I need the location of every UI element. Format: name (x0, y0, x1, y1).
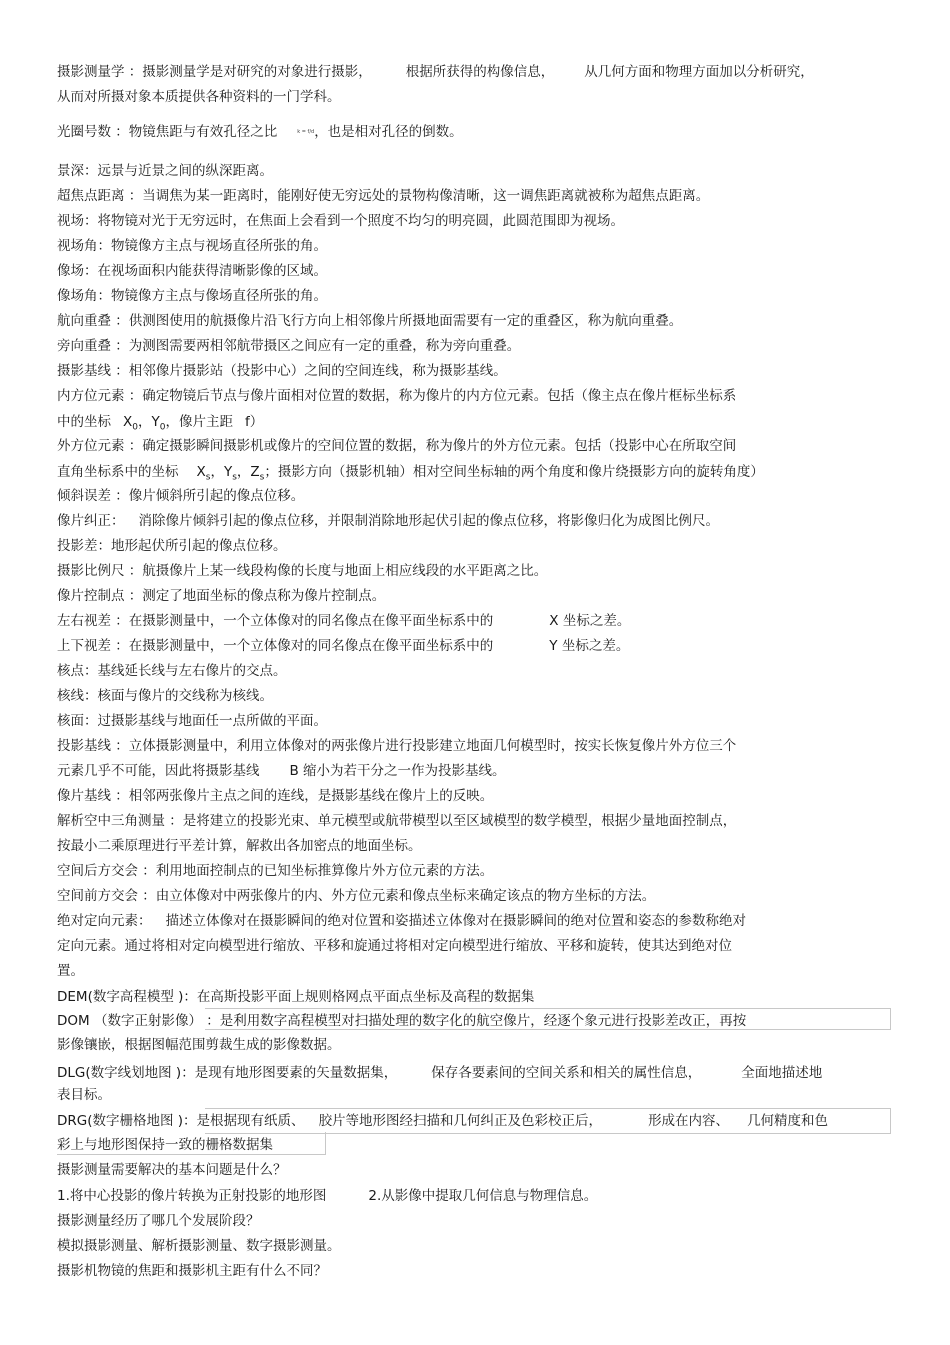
text-line: 中的坐标 $X_0$，$Y_0$，像片主距 f） (57, 414, 264, 433)
text-line: 超焦点距离 ：当调焦为某一距离时，能刚好使无穷远处的景物构像清晰，这一调焦距离就被称为超焦点距离。 (57, 188, 710, 204)
text-line: 核点：基线延长线与左右像片的交点。 (57, 663, 287, 679)
text-line: 彩上与地形图保持一致的栅格数据集 (57, 1137, 273, 1153)
text-line: 绝对定向元素： 描述立体像对在摄影瞬间的绝对位置和姿描述立体像对在摄影瞬间的绝对位置和姿态的参数称绝对 (57, 913, 746, 929)
text-line: 模拟摄影测量、解析摄影测量、数字摄影测量。 (57, 1238, 341, 1254)
text-line: 核面：过摄影基线与地面任一点所做的平面。 (57, 713, 327, 729)
text-line: 摄影机物镜的焦距和摄影机主距有什么不同？ (57, 1263, 327, 1279)
text-line: 摄影测量经历了哪几个发展阶段？ (57, 1213, 260, 1229)
aperture-formula: k = f/d (297, 129, 315, 135)
text-line: 像场：在视场面积内能获得清晰影像的区域。 (57, 263, 327, 279)
text-line: 左右视差 ：在摄影测量中，一个立体像对的同名像点在像平面坐标系中的 X 坐标之差。 (57, 613, 631, 629)
text-line: 定向元素。通过将相对定向模型进行缩放、平移和旋通过将相对定向模型进行缩放、平移和旋转，使其达到绝对位 (57, 938, 732, 954)
text-line: 空间前方交会 ：由立体像对中两张像片的内、外方位元素和像点坐标来确定该点的物方坐标的方法。 (57, 888, 656, 904)
text-line: 像场角：物镜像方主点与像场直径所张的角。 (57, 288, 327, 304)
text-line: 倾斜误差 ：像片倾斜所引起的像点位移。 (57, 488, 305, 504)
text-line: 从而对所摄对象本质提供各种资料的一门学科。 (57, 89, 341, 105)
text-line: 解析空中三角测量 ：是将建立的投影光束、单元模型或航带模型以至区域模型的数学模型，根据少量地面控制点， (57, 813, 737, 829)
text-line: 核线：核面与像片的交线称为核线。 (57, 688, 273, 704)
text-line: 直角坐标系中的坐标 $X_s$，$Y_s$，$Z_s$；摄影方向（摄影机轴）相对空间坐标轴的两个角度和像片绕摄影方向的旋转角度） (57, 464, 764, 483)
text-line: 摄影基线 ：相邻像片摄影站（投影中心）之间的空间连线，称为摄影基线。 (57, 363, 507, 379)
text-line: 元素几乎不可能，因此将摄影基线 B 缩小为若干分之一作为投影基线。 (57, 763, 506, 779)
text-line: 像片基线 ：相邻两张像片主点之间的连线，是摄影基线在像片上的反映。 (57, 788, 494, 804)
text-line: 旁向重叠 ：为测图需要两相邻航带摄区之间应有一定的重叠，称为旁向重叠。 (57, 338, 521, 354)
text-line: DLG(数字线划地图 )：是现有地形图要素的矢量数据集， 保存各要素间的空间关系和相关的属性信息， 全面地描述地 (57, 1065, 823, 1081)
text-line: 按最小二乘原理进行平差计算，解救出各加密点的地面坐标。 (57, 838, 422, 854)
text-line: 航向重叠 ：供测图使用的航摄像片沿飞行方向上相邻像片所摄地面需要有一定的重叠区，称为航向重叠。 (57, 313, 683, 329)
text-line: 投影差：地形起伏所引起的像点位移。 (57, 538, 287, 554)
text-line: 置。 (57, 963, 84, 979)
text-line: DOM （数字正射影像） ：是利用数字高程模型对扫描处理的数字化的航空像片，经逐个象元进行投影差改正，再按 (57, 1013, 747, 1029)
text-line: 外方位元素 ：确定摄影瞬间摄影机或像片的空间位置的数据，称为像片的外方位元素。包括（投影中心在所取空间 (57, 438, 737, 454)
text-line: DRG(数字栅格地图 )：是根据现有纸质、 胶片等地形图经扫描和几何纠正及色彩校正后， 形成在内容、 几何精度和色 (57, 1113, 829, 1129)
text-line: 摄影测量学 ：摄影测量学是对研究的对象进行摄影， 根据所获得的构像信息， 从几何方面和物理方面加以分析研究， (57, 64, 814, 80)
text-line: 摄影测量需要解决的基本问题是什么？ (57, 1162, 287, 1178)
text-line: 空间后方交会 ：利用地面控制点的已知坐标推算像片外方位元素的方法。 (57, 863, 494, 879)
text-line: 像片纠正： 消除像片倾斜引起的像点位移，并限制消除地形起伏引起的像点位移，将影像归化为成图比例尺。 (57, 513, 719, 529)
text-line: 视场：将物镜对光于无穷远时，在焦面上会看到一个照度不均匀的明亮圆，此圆范围即为视场。 (57, 213, 624, 229)
text-line: 影像镶嵌，根据图幅范围剪裁生成的影像数据。 (57, 1037, 341, 1053)
text-line: 摄影比例尺 ：航摄像片上某一线段构像的长度与地面上相应线段的水平距离之比。 (57, 563, 548, 579)
text-line: 光圈号数 ：物镜焦距与有效孔径之比 k = f/d，也是相对孔径的倒数。 (57, 124, 463, 140)
text-line: 景深：远景与近景之间的纵深距离。 (57, 163, 273, 179)
text-line: DEM(数字高程模型 )：在高斯投影平面上规则格网点平面点坐标及高程的数据集 (57, 989, 535, 1005)
text-line: 像片控制点 ：测定了地面坐标的像点称为像片控制点。 (57, 588, 386, 604)
text-line: 视场角：物镜像方主点与视场直径所张的角。 (57, 238, 327, 254)
text-line: 1.将中心投影的像片转换为正射投影的地形图 2.从影像中提取几何信息与物理信息。 (57, 1188, 598, 1204)
text-line: 表目标。 (57, 1087, 111, 1103)
text-line: 内方位元素 ：确定物镜后节点与像片面相对位置的数据，称为像片的内方位元素。包括（像主点在像片框标坐标系 (57, 388, 737, 404)
text-line: 上下视差 ：在摄影测量中，一个立体像对的同名像点在像平面坐标系中的 Y 坐标之差。 (57, 638, 630, 654)
text-line: 投影基线 ：立体摄影测量中，利用立体像对的两张像片进行投影建立地面几何模型时，按实长恢复像片外方位三个 (57, 738, 737, 754)
